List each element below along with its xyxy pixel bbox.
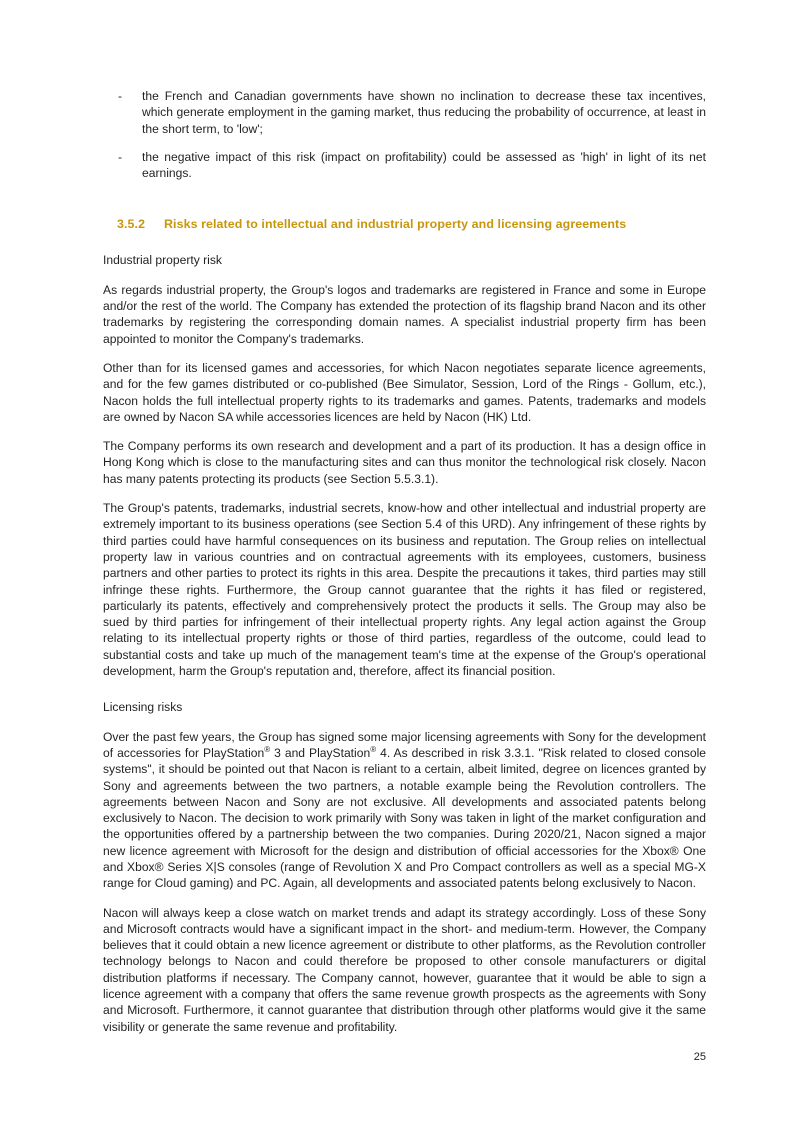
section-heading (103, 216, 706, 232)
list-item-text: the French and Canadian governments have shown no inclination to decrease these tax incentives, which generate employment in the gaming market, thus reducing the probability of occurrence, at least in the short term, to 'low'; (142, 89, 706, 136)
risk-bullet-list (103, 88, 706, 181)
bullet-marker-icon: - (118, 149, 123, 164)
section-title: Risks related to intellectual and industrial property and licensing agreements (164, 217, 627, 232)
paragraph-licensing-2: Nacon will always keep a close watch on market trends and adapt its strategy accordingly. Loss of these Sony and Microsoft contracts would have a significant impact in the short- and medium-term. However, the Company believes that it could obtain a new licence agreement or distribute to other platforms, as the Revolution controller technology belongs to Nacon and could therefore be proposed to other console manufacturers or digital distribution platforms if necessary. The Company cannot, however, guarantee that it would be able to sign a licence agreement with a company that offers the same revenue growth prospects as the agreements with Sony and Microsoft. Furthermore, it cannot guarantee that distribution through other platforms would give it the same visibility or generate the same revenue and profitability. (103, 905, 706, 1034)
section-number: 3.5.2 (117, 217, 146, 232)
list-item (103, 149, 706, 182)
subheading-industrial-property-risk: Industrial property risk (103, 253, 222, 268)
paragraph-industrial-property-2: Other than for its licensed games and accessories, for which Nacon negotiates separate licence agreements, and for the few games distributed or co-published (Bee Simulator, Session, Lord of the Rings - Gollum, etc.), Nacon holds the full intellectual property rights to its trademarks and games. Patents, trademarks and models are owned by Nacon SA while accessories licences are held by Nacon (HK) Ltd. (103, 360, 706, 424)
paragraph-licensing-1 (103, 729, 706, 892)
registered-trademark-icon: ® (264, 744, 271, 754)
list-item-text: the negative impact of this risk (impact on profitability) could be assessed as 'high' in light of its net earnings. (142, 149, 706, 181)
licensing-text-part-2: 3 and PlayStation (270, 745, 371, 760)
page-number: 25 (693, 1051, 706, 1063)
subheading-licensing-risks: Licensing risks (103, 700, 183, 715)
bullet-marker-icon: - (118, 89, 123, 103)
paragraph-industrial-property-3: The Company performs its own research and development and a part of its production. It has a design office in Hong Kong which is close to the manufacturing sites and can thus monitor the technological risk closely. Nacon has many patents protecting its products (see Section 5.5.3.1). (103, 439, 706, 486)
licensing-text-part-1: Over the past few years, the Group has signed some major licensing agreements with Sony for the development of accessories for PlayStation (103, 729, 706, 760)
paragraph-industrial-property-4: The Group's patents, trademarks, industrial secrets, know-how and other intellectual and industrial property are extremely important to its business operations (see Section 5.4 of this URD). Any infringement of these rights by third parties could have harmful consequences on its business and reputation. The Group relies on intellectual property law in various countries and on contractual agreements with its employees, customers, business partners and other parties to protect its rights in this area. Despite the precautions it takes, third parties may still infringe these rights. Furthermore, the Group cannot guarantee that the rights it has filed or registered, particularly its patents, effectively and comprehensively protect the products it sells. The Group may also be sued by third parties for infringement of their intellectual property rights. Any legal action against the Group relating to its intellectual property rights or those of third parties, regardless of the outcome, could lead to substantial costs and take up much of the management team's time at the expense of the Group's operational development, harm the Group's reputation and, therefore, affect its financial position. (103, 501, 706, 679)
paragraph-industrial-property-1: As regards industrial property, the Group's logos and trademarks are registered in France and some in Europe and/or the rest of the world. The Company has extended the protection of its flagship brand Nacon and its other trademarks by registering the corresponding domain names. A specialist industrial property firm has been appointed to monitor the Company's trademarks. (103, 282, 706, 346)
page-content (103, 88, 706, 1035)
registered-trademark-icon: ® (370, 744, 377, 754)
licensing-text-part-3: 4. As described in risk 3.3.1. "Risk related to closed console systems", it should be pointed out that Nacon is reliant to a certain, albeit limited, degree on licences granted by Sony and agreements between the two partners, a notable example being the Revolution controllers. The agreements between Nacon and Sony are not exclusive. All developments and associated patents belong exclusively to Nacon. The decision to work primarily with Sony was taken in light of the market configuration and the opportunities offered by a partnership between the two companies. During 2020/21, Nacon signed a major new licence agreement with Microsoft for the design and distribution of official accessories for the Xbox® One and Xbox® Series X|S consoles (range of Revolution X and Pro Compact controllers as well as a special MG-X range for Cloud gaming) and PC. Again, all developments and associated patents belong exclusively to Nacon. (103, 745, 706, 891)
list-item (103, 88, 706, 137)
